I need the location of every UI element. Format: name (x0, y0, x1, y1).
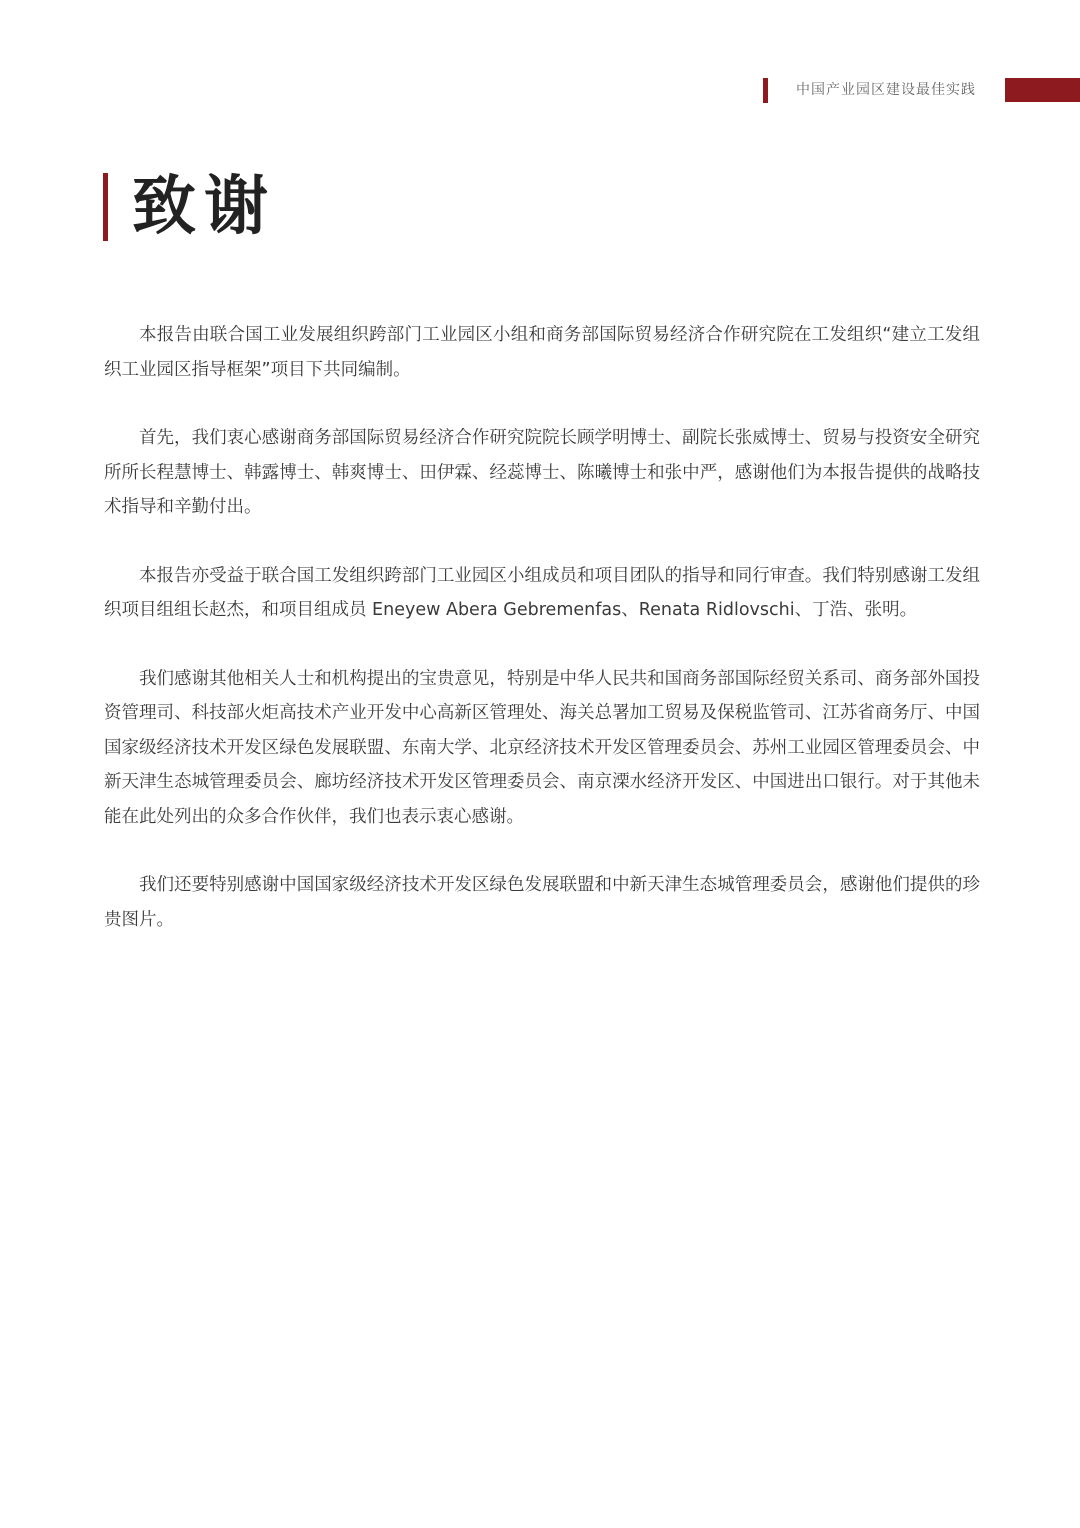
paragraph-thanks-institutions: 我们感谢其他相关人士和机构提出的宝贵意见，特别是中华人民共和国商务部国际经贸关系司、商务部外国投资管理司、科技部火炬高技术产业开发中心高新区管理处、海关总署加工贸易及保税监管司、江苏省商务厅、中国国家级经济技术开发区绿色发展联盟、东南大学、北京经济技术开发区管理委员会、苏州工业园区管理委员会、中新天津生态城管理委员会、廊坊经济技术开发区管理委员会、南京溧水经济开发区、中国进出口银行。对于其他未能在此处列出的众多合作伙伴，我们也表示衷心感谢。 (104, 668, 980, 827)
paragraph-thanks-images: 我们还要特别感谢中国国家级经济技术开发区绿色发展联盟和中新天津生态城管理委员会，感谢他们提供的珍贵图片。 (104, 875, 980, 930)
acknowledgement-body (104, 318, 980, 971)
paragraph-intro: 本报告由联合国工业发展组织跨部门工业园区小组和商务部国际贸易经济合作研究院在工发组织“建立工发组织工业园区指导框架”项目下共同编制。 (104, 325, 980, 380)
report-running-title: 中国产业园区建设最佳实践 (796, 82, 976, 98)
paragraph-thanks-unido: 本报告亦受益于联合国工发组织跨部门工业园区小组成员和项目团队的指导和同行审查。我们特别感谢工发组织项目组组长赵杰，和项目组成员 Eneyew Abera Gebremenfas、Renata Ridlovschi、丁浩、张明。 (104, 565, 980, 620)
header-accent-bar (763, 78, 768, 103)
title-accent-bar (103, 173, 108, 241)
header-accent-block (1005, 78, 1080, 102)
paragraph-thanks-academy: 首先，我们衷心感谢商务部国际贸易经济合作研究院院长顾学明博士、副院长张威博士、贸易与投资安全研究所所长程慧博士、韩露博士、韩爽博士、田伊霖、经蕊博士、陈曦博士和张中严，感谢他们为本报告提供的战略技术指导和辛勤付出。 (104, 428, 980, 517)
page-title: 致谢 (132, 170, 276, 244)
